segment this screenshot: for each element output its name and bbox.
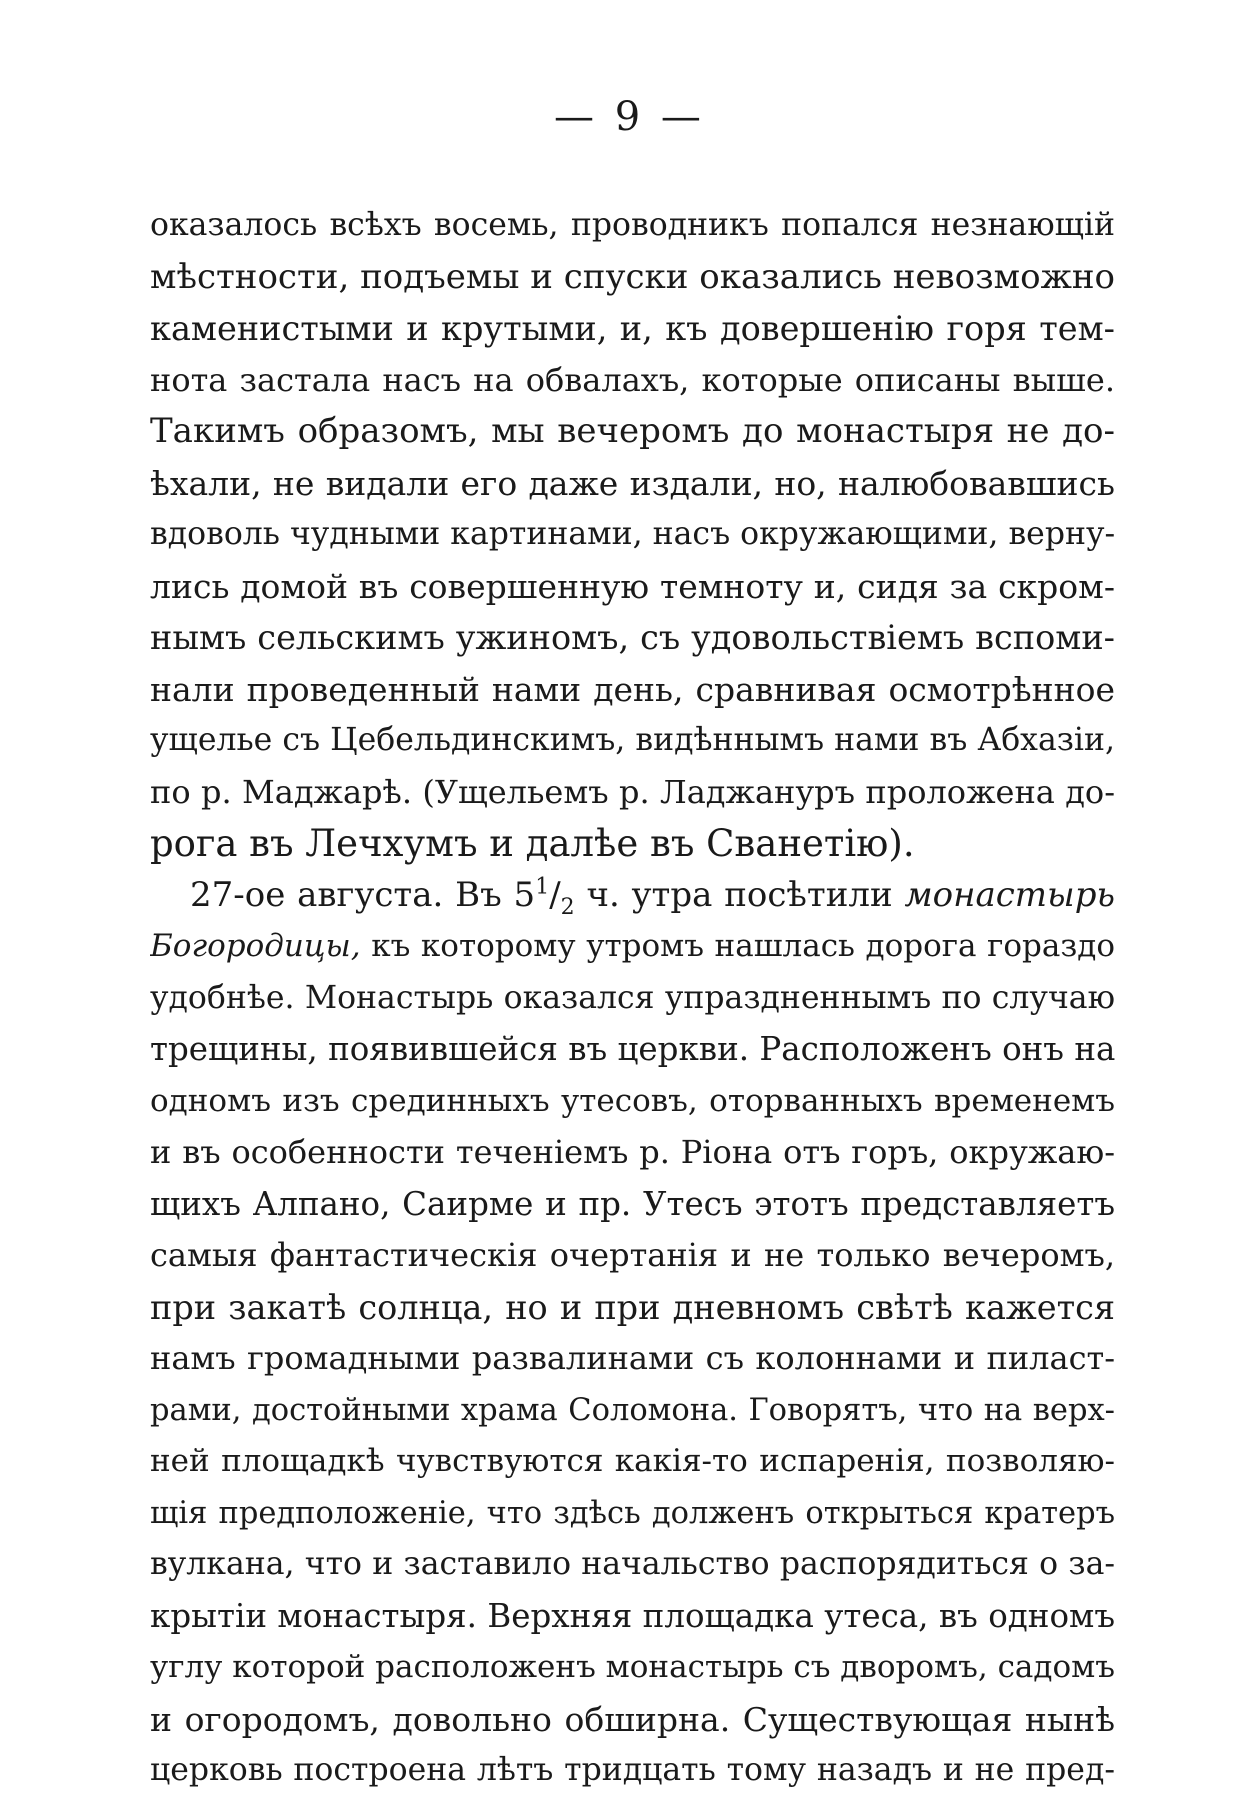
italic-term: Богородицы, [150, 928, 361, 964]
text-line: оказалось всѣхъ восемь, проводникъ попался незнающій [150, 207, 1115, 243]
text-line: щихъ Алпано, Саирме и пр. Утесъ этотъ представляетъ [150, 1184, 1115, 1223]
text-line: удобнѣе. Монастырь оказался упраздненнымъ по случаю [150, 979, 1115, 1016]
text-line: по р. Маджарѣ. (Ущельемъ р. Ладжануръ проложена до- [150, 772, 1115, 811]
text-line: нымъ сельскимъ ужиномъ, съ удовольствіемъ вспоми- [150, 618, 1115, 657]
text-line: намъ громадными развалинами съ колоннами и пиласт- [150, 1339, 1115, 1377]
text-line: при закатѣ солнца, но и при дневномъ свѣтѣ кажется [150, 1287, 1115, 1327]
text-line: вулкана, что и заставило начальство распорядиться о за- [150, 1546, 1115, 1582]
text-line: Такимъ образомъ, мы вечеромъ до монастыря не до- [150, 411, 1115, 451]
text-line: вдоволь чудными картинами, насъ окружающими, верну- [150, 516, 1115, 552]
text-line: ущелье съ Цебельдинскимъ, видѣннымъ нами въ Абхазіи, [150, 722, 1115, 758]
text-line: лись домой въ совершенную темноту и, сидя за скром- [150, 566, 1115, 606]
text-line: ней площадкѣ чувствуются какія-то испаренія, позволяю- [150, 1443, 1115, 1479]
text-line-date [150, 870, 1115, 922]
text-line: рога въ Лечхумъ и далѣе въ Сванетію). [150, 822, 915, 865]
fraction-separator: / [549, 874, 561, 915]
text-line: и огородомъ, довольно обширна. Существующая нынѣ [150, 1699, 1115, 1739]
time-suffix: ч. утра посѣтили [574, 874, 893, 915]
text-line: крытіи монастыря. Верхняя площадка утеса, въ одномъ [150, 1596, 1115, 1635]
text-line: мѣстности, подъемы и спуски оказались невозможно [150, 256, 1115, 297]
entry-date: 27-ое августа. [190, 874, 444, 915]
text-line: щія предположеніе, что здѣсь долженъ открыться кратеръ [150, 1495, 1115, 1531]
text-line: трещины, появившейся въ церкви. Расположенъ онъ на [150, 1030, 1115, 1068]
text-line [150, 921, 1115, 973]
text-line: самыя фантастическія очертанія и не только вечеромъ, [150, 1236, 1115, 1274]
text-line: одномъ изъ срединныхъ утесовъ, оторванныхъ временемъ [150, 1082, 1115, 1119]
text-line: ѣхали, не видали его даже издали, но, налюбовавшись [150, 463, 1115, 503]
text-line: нота застала насъ на обвалахъ, которые описаны выше. [150, 360, 1115, 399]
text-line: каменистыми и крутыми, и, къ довершенію горя тем- [150, 309, 1115, 348]
text-line: нали проведенный нами день, сравнивая осмотрѣнное [150, 669, 1115, 709]
text-line: и въ особенности теченіемъ р. Ріона отъ горъ, окружаю- [150, 1133, 1115, 1171]
italic-term: монастырь [904, 874, 1115, 915]
text-line: углу которой расположенъ монастырь съ дворомъ, садомъ [150, 1649, 1115, 1685]
body-text [150, 200, 1115, 1797]
fraction-denominator: 2 [560, 894, 575, 920]
text-line: церковь построена лѣтъ тридцать тому назадъ и не пред- [150, 1752, 1115, 1788]
line-text: къ которому утромъ нашлась дорога гораздо [360, 928, 1115, 964]
time-prefix: Въ 5 [455, 874, 536, 915]
page-number: — 9 — [554, 94, 705, 140]
fraction-numerator: 1 [535, 874, 550, 900]
text-line: рами, достойными храма Соломона. Говорятъ, что на верх- [150, 1392, 1115, 1428]
